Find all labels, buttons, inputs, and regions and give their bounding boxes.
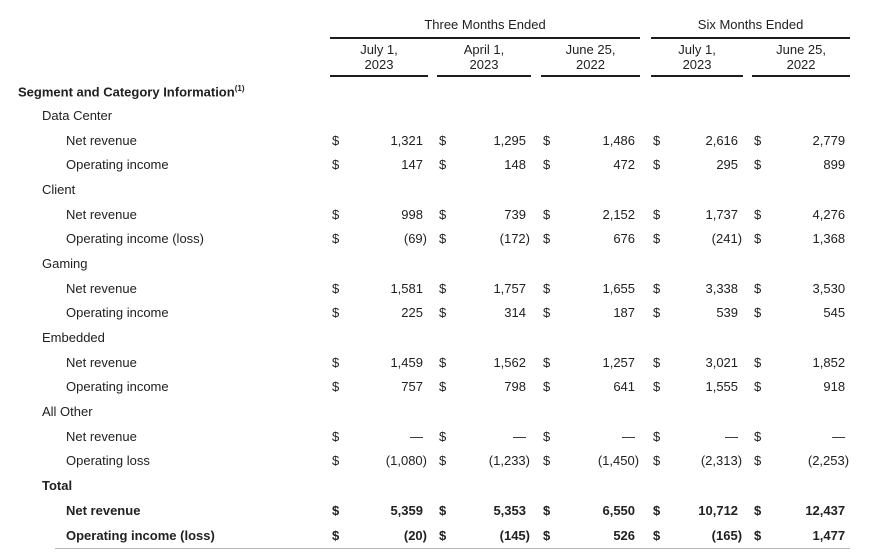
- data-row: [0, 301, 850, 326]
- gap-cell: [428, 523, 437, 548]
- currency-symbol: $: [439, 354, 447, 370]
- value-cell: 3,338: [705, 280, 739, 296]
- currency-symbol: $: [332, 157, 340, 173]
- value-cell: —: [410, 428, 423, 444]
- gap-cell: [743, 301, 752, 326]
- category-label: Embedded: [42, 330, 105, 346]
- gap-cell: [743, 498, 752, 523]
- value-cell: 641: [613, 379, 636, 395]
- currency-symbol: $: [754, 527, 762, 543]
- row-label: Net revenue: [66, 280, 137, 296]
- gap-cell: [428, 449, 437, 474]
- gap-cell: [640, 449, 651, 474]
- value-cell: 1,477: [812, 527, 846, 543]
- currency-symbol: $: [653, 157, 661, 173]
- currency-symbol: $: [543, 132, 551, 148]
- row-label: Operating income (loss): [66, 231, 204, 247]
- gap-cell: [743, 152, 752, 177]
- value-cell: 899: [823, 157, 846, 173]
- category-row: [0, 399, 850, 424]
- value-cell: 3,021: [705, 354, 739, 370]
- value-cell: (1,233): [488, 453, 530, 469]
- category-row: [0, 103, 850, 128]
- column-header-jul-1-2023-h: July 1, 2023: [651, 38, 743, 76]
- value-cell: 10,712: [698, 502, 739, 518]
- category-label: Data Center: [42, 107, 113, 123]
- data-row: [0, 226, 850, 251]
- category-label: Gaming: [42, 255, 88, 271]
- category-row: [0, 177, 850, 202]
- value-cell: —: [513, 428, 526, 444]
- value-cell: 225: [401, 305, 423, 321]
- gap-cell: [743, 350, 752, 375]
- table-bottom-rule: [55, 548, 850, 549]
- currency-symbol: $: [439, 305, 447, 321]
- currency-symbol: $: [754, 305, 762, 321]
- value-cell: 3,530: [812, 280, 846, 296]
- row-label: Operating income (loss): [66, 527, 215, 543]
- gap-cell: [428, 375, 437, 400]
- value-cell: 539: [716, 305, 739, 321]
- currency-symbol: $: [754, 157, 762, 173]
- currency-symbol: $: [332, 132, 340, 148]
- gap-cell: [640, 128, 651, 153]
- value-cell: (1,450): [597, 453, 640, 469]
- row-label: Operating income: [66, 157, 169, 173]
- value-cell: 2,779: [812, 132, 846, 148]
- gap-cell: [531, 375, 541, 400]
- currency-symbol: $: [543, 527, 551, 543]
- currency-symbol: $: [332, 527, 340, 543]
- value-cell: 1,737: [705, 206, 739, 222]
- currency-symbol: $: [439, 157, 447, 173]
- gap-cell: [531, 449, 541, 474]
- row-label: Operating loss: [66, 453, 150, 469]
- data-row: [0, 202, 850, 227]
- currency-symbol: $: [653, 502, 661, 518]
- currency-symbol: $: [754, 354, 762, 370]
- period-group-row: [0, 12, 850, 38]
- currency-symbol: $: [439, 231, 447, 247]
- data-row: [0, 128, 850, 153]
- currency-symbol: $: [332, 453, 340, 469]
- gap-cell: [428, 276, 437, 301]
- gap-cell: [640, 350, 651, 375]
- currency-symbol: $: [332, 379, 340, 395]
- currency-symbol: $: [754, 453, 762, 469]
- currency-symbol: $: [332, 231, 340, 247]
- gap-cell: [743, 38, 752, 76]
- spacer-cell: [0, 12, 330, 38]
- data-row: [0, 350, 850, 375]
- value-cell: 676: [613, 231, 636, 247]
- category-label: Total: [42, 478, 73, 494]
- value-cell: 798: [504, 379, 526, 395]
- column-header-apr-1-2023: April 1, 2023: [437, 38, 531, 76]
- value-cell: 5,353: [493, 502, 526, 518]
- currency-symbol: $: [754, 132, 762, 148]
- value-cell: (241): [711, 231, 743, 247]
- value-cell: 1,757: [493, 280, 526, 296]
- value-cell: 1,581: [390, 280, 423, 296]
- gap-cell: [743, 449, 752, 474]
- spacer-cell: [0, 38, 330, 76]
- gap-cell: [531, 301, 541, 326]
- category-row: [0, 473, 850, 498]
- value-cell: 739: [504, 206, 526, 222]
- gap-cell: [640, 152, 651, 177]
- value-cell: (165): [711, 527, 743, 543]
- footnote-superscript: (1): [234, 83, 245, 93]
- gap-cell: [743, 128, 752, 153]
- value-cell: (2,253): [807, 453, 850, 469]
- currency-symbol: $: [653, 527, 661, 543]
- value-cell: (2,313): [700, 453, 743, 469]
- gap-cell: [743, 523, 752, 548]
- value-cell: (20): [403, 527, 427, 543]
- gap-cell: [640, 301, 651, 326]
- currency-symbol: $: [653, 379, 661, 395]
- value-cell: 1,486: [602, 132, 636, 148]
- gap-cell: [531, 152, 541, 177]
- row-label: Net revenue: [66, 428, 137, 444]
- category-row: [0, 325, 850, 350]
- value-cell: (1,080): [385, 453, 427, 469]
- value-cell: 2,152: [602, 206, 636, 222]
- value-cell: 1,257: [602, 354, 636, 370]
- category-label: Client: [42, 181, 76, 197]
- row-label: Operating income: [66, 379, 169, 395]
- currency-symbol: $: [543, 428, 551, 444]
- value-cell: 1,295: [493, 132, 526, 148]
- data-row: [0, 375, 850, 400]
- currency-symbol: $: [332, 354, 340, 370]
- gap-cell: [531, 424, 541, 449]
- gap-cell: [640, 202, 651, 227]
- data-row: [0, 498, 850, 523]
- gap-cell: [743, 276, 752, 301]
- value-cell: 757: [401, 379, 423, 395]
- row-label: Operating income: [66, 305, 169, 321]
- value-cell: 5,359: [390, 502, 423, 518]
- currency-symbol: $: [439, 280, 447, 296]
- gap-cell: [531, 38, 541, 76]
- gap-cell: [640, 38, 651, 76]
- value-cell: 1,562: [493, 354, 526, 370]
- category-row: [0, 251, 850, 276]
- value-cell: 526: [613, 527, 636, 543]
- gap-cell: [743, 424, 752, 449]
- currency-symbol: $: [332, 502, 340, 518]
- currency-symbol: $: [439, 502, 447, 518]
- value-cell: (145): [499, 527, 530, 543]
- currency-symbol: $: [439, 132, 447, 148]
- gap-cell: [428, 301, 437, 326]
- currency-symbol: $: [543, 157, 551, 173]
- row-label: Net revenue: [66, 132, 137, 148]
- gap-cell: [428, 424, 437, 449]
- column-header-jun-25-2022-q: June 25, 2022: [541, 38, 640, 76]
- value-cell: 998: [401, 206, 423, 222]
- currency-symbol: $: [439, 453, 447, 469]
- currency-symbol: $: [543, 231, 551, 247]
- currency-symbol: $: [543, 206, 551, 222]
- currency-symbol: $: [439, 428, 447, 444]
- value-cell: 1,852: [812, 354, 846, 370]
- value-cell: 314: [504, 305, 526, 321]
- data-row: [0, 424, 850, 449]
- value-cell: 918: [823, 379, 846, 395]
- currency-symbol: $: [653, 132, 661, 148]
- value-cell: —: [622, 428, 636, 444]
- currency-symbol: $: [754, 231, 762, 247]
- currency-symbol: $: [439, 379, 447, 395]
- col-group-six-months-ended: Six Months Ended: [651, 12, 850, 38]
- data-row: [0, 276, 850, 301]
- category-label: All Other: [42, 404, 93, 420]
- currency-symbol: $: [754, 206, 762, 222]
- value-cell: 1,321: [390, 132, 423, 148]
- gap-cell: [428, 498, 437, 523]
- gap-cell: [640, 375, 651, 400]
- currency-symbol: $: [754, 502, 762, 518]
- gap-cell: [640, 523, 651, 548]
- gap-cell: [640, 498, 651, 523]
- currency-symbol: $: [439, 206, 447, 222]
- currency-symbol: $: [332, 428, 340, 444]
- section-title-row: [0, 76, 850, 103]
- gap-cell: [428, 128, 437, 153]
- data-row: [0, 523, 850, 548]
- value-cell: 2,616: [705, 132, 739, 148]
- row-label: Net revenue: [66, 354, 137, 370]
- segment-results-table: [0, 12, 850, 547]
- gap-cell: [531, 128, 541, 153]
- col-group-three-months-ended: Three Months Ended: [330, 12, 640, 38]
- gap-cell: [531, 276, 541, 301]
- gap-cell: [743, 202, 752, 227]
- currency-symbol: $: [653, 453, 661, 469]
- value-cell: (69): [403, 231, 427, 247]
- gap-cell: [428, 350, 437, 375]
- currency-symbol: $: [543, 305, 551, 321]
- column-header-jun-25-2022-h: June 25, 2022: [752, 38, 850, 76]
- currency-symbol: $: [653, 354, 661, 370]
- gap-cell: [531, 226, 541, 251]
- gap-cell: [531, 523, 541, 548]
- currency-symbol: $: [543, 354, 551, 370]
- currency-symbol: $: [332, 206, 340, 222]
- gap-cell: [640, 12, 651, 38]
- gap-cell: [531, 350, 541, 375]
- data-row: [0, 152, 850, 177]
- value-cell: 295: [716, 157, 739, 173]
- gap-cell: [531, 498, 541, 523]
- currency-symbol: $: [653, 206, 661, 222]
- currency-symbol: $: [332, 280, 340, 296]
- value-cell: 1,459: [390, 354, 423, 370]
- gap-cell: [428, 152, 437, 177]
- value-cell: 545: [823, 305, 846, 321]
- currency-symbol: $: [754, 379, 762, 395]
- value-cell: 147: [401, 157, 423, 173]
- column-header-jul-1-2023-q: July 1, 2023: [330, 38, 428, 76]
- gap-cell: [640, 226, 651, 251]
- gap-cell: [531, 202, 541, 227]
- value-cell: 4,276: [812, 206, 846, 222]
- value-cell: 187: [613, 305, 636, 321]
- currency-symbol: $: [543, 502, 551, 518]
- gap-cell: [428, 38, 437, 76]
- value-cell: 472: [613, 157, 636, 173]
- gap-cell: [743, 375, 752, 400]
- section-title: Segment and Category Information$^{(1)}$: [18, 83, 245, 100]
- value-cell: 1,555: [705, 379, 739, 395]
- currency-symbol: $: [543, 379, 551, 395]
- value-cell: (172): [499, 231, 530, 247]
- value-cell: 6,550: [602, 502, 636, 518]
- currency-symbol: $: [439, 527, 447, 543]
- row-label: Net revenue: [66, 502, 141, 518]
- currency-symbol: $: [653, 428, 661, 444]
- currency-symbol: $: [653, 305, 661, 321]
- gap-cell: [743, 226, 752, 251]
- currency-symbol: $: [754, 428, 762, 444]
- currency-symbol: $: [653, 231, 661, 247]
- value-cell: —: [725, 428, 739, 444]
- value-cell: 1,368: [812, 231, 846, 247]
- gap-cell: [640, 424, 651, 449]
- value-cell: —: [832, 428, 846, 444]
- period-date-row: [0, 38, 850, 76]
- gap-cell: [640, 276, 651, 301]
- value-cell: 1,655: [602, 280, 636, 296]
- value-cell: 12,437: [805, 502, 846, 518]
- row-label: Net revenue: [66, 206, 137, 222]
- currency-symbol: $: [653, 280, 661, 296]
- gap-cell: [428, 226, 437, 251]
- value-cell: 148: [504, 157, 526, 173]
- currency-symbol: $: [754, 280, 762, 296]
- data-row: [0, 449, 850, 474]
- gap-cell: [428, 202, 437, 227]
- currency-symbol: $: [332, 305, 340, 321]
- currency-symbol: $: [543, 280, 551, 296]
- currency-symbol: $: [543, 453, 551, 469]
